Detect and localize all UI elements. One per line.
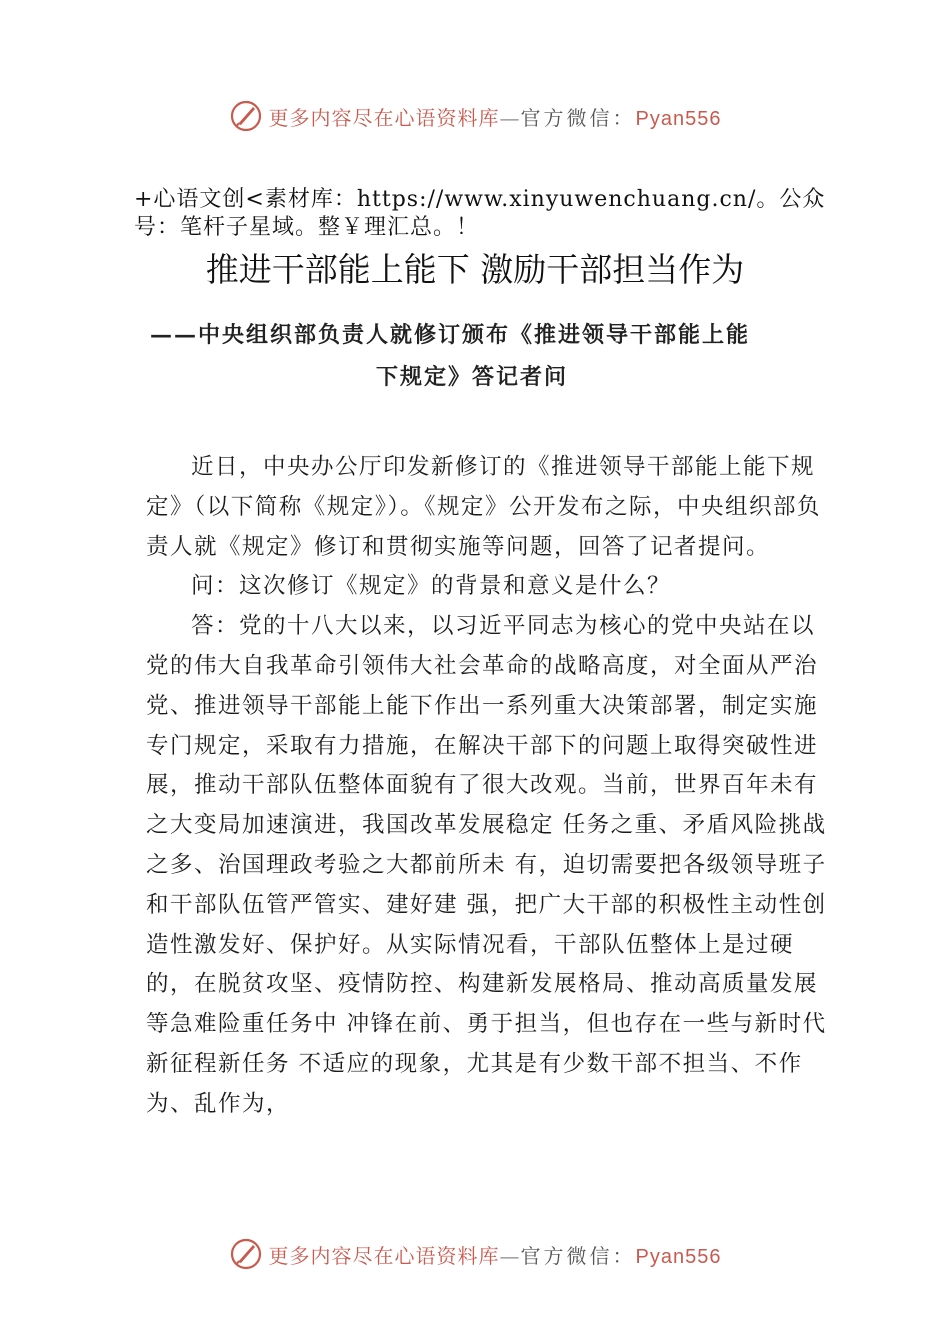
- watermark-dash: —: [499, 1243, 521, 1268]
- answer-text: 党的十八大以来，以习近平同志为核心的党中央站在以党的伟大自我革命引领伟大社会革命的战略高度，对全面从严治党、推进领导干部能上能下作出一系列重大决策部署，制定实施专门规定，采取有力措施，在解决干部下的问题上取得突破性进展，推动干部队伍整体面貌有了很大改观。当前，世界百年未有之大变局加速演进，我国改革发展稳定 任务之重、矛盾风险挑战之多、治国理政考验之大都前所未 有，迫切需要把各级领导班子和干部队伍管严管实、建好建 强，把广大干部的积极性主动性创造性激发好、保护好。从实际情况看，干部队伍整体上是过硬的，在脱贫攻坚、疫情防控、构建新发展格局、推动高质量发展等急难险重任务中 冲锋在前、勇于担当，但也存在一些与新时代新征程新任务 不适应的现象，尤其是有少数干部不担当、不作为、乱作为，: [146, 613, 827, 1117]
- watermark-site: 更多内容尽在心语资料库: [268, 1243, 500, 1268]
- watermark-label: 官方微信：: [520, 1243, 636, 1268]
- watermark-dash: —: [499, 105, 521, 130]
- watermark-label: 官方微信：: [520, 105, 636, 130]
- subtitle-line-2: 下规定》答记者问: [376, 364, 569, 390]
- quill-logo-icon: [229, 1237, 263, 1271]
- watermark-wechat-id: Pyan556: [635, 107, 722, 130]
- header-watermark: [0, 96, 950, 136]
- document-body: [146, 448, 836, 1125]
- watermark-text: [269, 1240, 722, 1269]
- question-label: 问：: [191, 573, 240, 600]
- document-title: 推进干部能上能下 激励干部担当作为: [205, 250, 745, 289]
- answer-paragraph: [146, 607, 836, 1124]
- question-paragraph: [146, 567, 836, 607]
- quill-logo-icon: [229, 99, 263, 133]
- watermark-text: [269, 102, 722, 131]
- answer-label: 答：: [191, 613, 240, 640]
- subtitle-line-1: ——中央组织部负责人就修订颁布《推进领导干部能上能: [150, 322, 751, 348]
- document-subtitle: [150, 314, 810, 398]
- question-text: 这次修订《规定》的背景和意义是什么？: [239, 573, 672, 600]
- intro-paragraph: 近日，中央办公厅印发新修订的《推进领导干部能上能下规定》（以下简称《规定》）。《规定》公开发布之际，中央组织部负责人就《规定》修订和贯彻实施等问题，回答了记者提问。: [146, 454, 822, 560]
- watermark-site: 更多内容尽在心语资料库: [268, 105, 500, 130]
- watermark-wechat-id: Pyan556: [635, 1245, 722, 1268]
- footer-watermark: [0, 1234, 950, 1274]
- source-line: +心语文创<素材库：https://www.xinyuwenchuang.cn/。公众号：笔杆子星域。整￥理汇总。！: [134, 187, 826, 240]
